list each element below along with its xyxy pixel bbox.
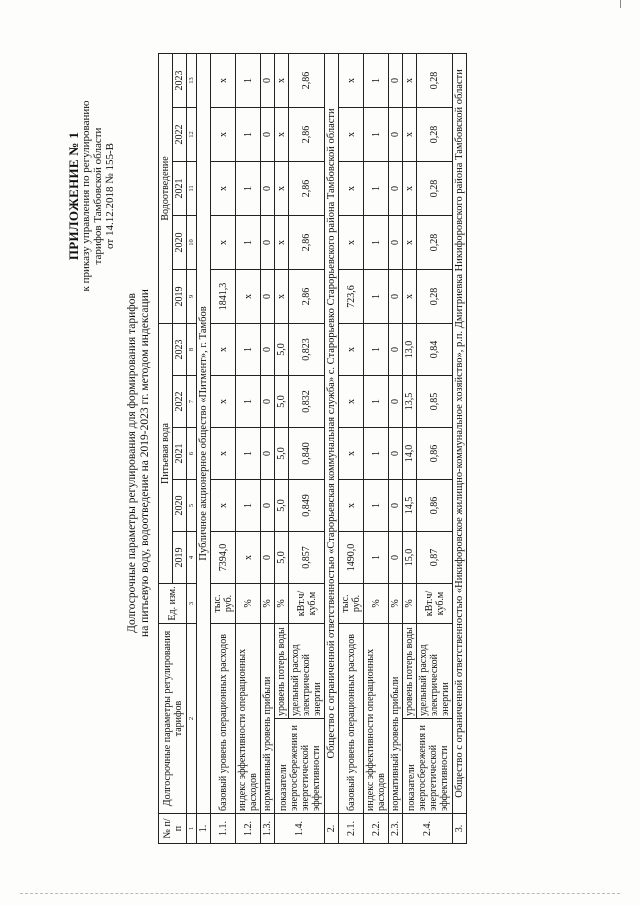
water-value: 0,832	[289, 376, 325, 428]
column-number: 1	[187, 814, 197, 844]
appendix-line-1: к приказу управления по регулированию	[80, 100, 92, 292]
header-parameter: Долгосрочные параметры регулирования тарифов	[159, 624, 187, 814]
sewer-value: x	[403, 107, 417, 161]
water-value: 1	[364, 480, 389, 532]
section-row	[197, 53, 211, 843]
parameter-row	[364, 53, 389, 843]
water-value: 5,0	[275, 376, 289, 428]
sewer-value: x	[275, 269, 289, 323]
unit: тыс. руб.	[211, 584, 236, 624]
row-number: 1.2.	[236, 814, 261, 844]
row-number: 2.4.	[403, 814, 453, 844]
sewer-value: x	[275, 215, 289, 269]
organization-name: Общество с ограниченной ответственностью «Никифоровское жилищно-коммунальное хозяйство», р.п. Дмитриевка Никифоровского района Тамбовской области	[453, 53, 467, 813]
header-sewer-year: 2019	[173, 269, 187, 323]
header-water-year: 2020	[173, 480, 187, 532]
water-value: x	[211, 480, 236, 532]
row-number: 2.2.	[364, 814, 389, 844]
scan-edge-mark	[620, 0, 621, 8]
sewer-value: 2,86	[289, 53, 325, 107]
organization-name: Общество с ограниченной ответственностью «Старорьевская коммунальная служба» с. Старорьевко Старорьевского района Тамбовской области	[325, 53, 339, 813]
document-title-line-2: на питьевую воду, водоотведение на 2019-2023 гг. методом индексации	[139, 289, 151, 637]
column-number: 7	[187, 376, 197, 428]
sewer-value: x	[403, 215, 417, 269]
water-value: 1	[236, 376, 261, 428]
water-value: 0,840	[289, 428, 325, 480]
water-value: 1490,0	[339, 532, 364, 584]
energy-row	[275, 53, 289, 843]
organization-name: Публичное акционерное общество «Питмент», г. Тамбов	[197, 53, 211, 813]
water-value: 0	[389, 323, 403, 375]
column-number: 5	[187, 480, 197, 532]
water-value: 5,0	[275, 428, 289, 480]
water-value: 0	[389, 376, 403, 428]
parameter-name: базовый уровень операционных расходов	[211, 624, 236, 814]
sewer-value: 2,86	[289, 269, 325, 323]
parameter-row	[389, 53, 403, 843]
sewer-value: x	[339, 53, 364, 107]
water-value: 1	[364, 428, 389, 480]
appendix-line-2: тарифов Тамбовской области	[92, 127, 104, 265]
sewer-value: x	[211, 215, 236, 269]
water-value: 1	[364, 376, 389, 428]
sewer-value: 1	[364, 161, 389, 215]
water-value: 1	[364, 532, 389, 584]
table-body	[197, 53, 467, 843]
water-value: 0,85	[417, 376, 453, 428]
column-number: 13	[187, 53, 197, 107]
parameter-name: базовый уровень операционных расходов	[339, 624, 364, 814]
row-number: 1.1.	[211, 814, 236, 844]
sewer-value: 1	[364, 107, 389, 161]
water-value: 0	[389, 428, 403, 480]
parameter-row	[211, 53, 236, 843]
appendix-block	[68, 56, 116, 336]
sewer-value: 723,6	[339, 269, 364, 323]
water-value: x	[339, 428, 364, 480]
parameter-row	[236, 53, 261, 843]
sewer-value: 1	[236, 107, 261, 161]
header-water-year: 2021	[173, 428, 187, 480]
sewer-value: 0	[261, 107, 275, 161]
water-value: 1	[236, 480, 261, 532]
section-row	[453, 53, 467, 843]
water-value: 0	[261, 532, 275, 584]
column-number: 11	[187, 161, 197, 215]
sewer-value: 1	[364, 215, 389, 269]
water-value: 1	[236, 428, 261, 480]
unit: %	[236, 584, 261, 624]
sewer-value: 0,28	[417, 269, 453, 323]
water-value: 15,0	[403, 532, 417, 584]
water-value: x	[339, 323, 364, 375]
column-number: 3	[187, 584, 197, 624]
sewer-value: x	[236, 269, 261, 323]
column-number: 4	[187, 532, 197, 584]
parameter-name: нормативный уровень прибыли	[261, 624, 275, 814]
sewer-value: 0	[389, 215, 403, 269]
sewer-value: 0	[261, 161, 275, 215]
sewer-value: x	[339, 161, 364, 215]
header-water-year: 2022	[173, 376, 187, 428]
parameter-name: индекс эффективности операционных расходов	[236, 624, 261, 814]
energy-group-label: показатели энергосбережения и энергетической эффективности	[275, 719, 325, 814]
unit: %	[389, 584, 403, 624]
sewer-value: x	[403, 269, 417, 323]
water-value: 0,87	[417, 532, 453, 584]
row-number: 1.4.	[275, 814, 325, 844]
section-number: 1.	[197, 814, 211, 844]
water-value: x	[211, 323, 236, 375]
column-number: 8	[187, 323, 197, 375]
row-number: 2.1.	[339, 814, 364, 844]
parameter-name: уровень потерь воды	[403, 624, 417, 719]
sewer-value: 1	[364, 269, 389, 323]
sewer-value: x	[211, 161, 236, 215]
parameter-row	[339, 53, 364, 843]
column-number: 10	[187, 215, 197, 269]
water-value: 0	[261, 323, 275, 375]
water-value: x	[236, 532, 261, 584]
column-number: 9	[187, 269, 197, 323]
energy-group-label: показатели энергосбережения и энергетической эффективности	[403, 719, 453, 814]
water-value: 5,0	[275, 480, 289, 532]
sewer-value: 0,28	[417, 107, 453, 161]
water-value: x	[211, 376, 236, 428]
rotated-sheet	[62, 48, 622, 848]
sewer-value: 0,28	[417, 215, 453, 269]
header-water-year: 2019	[173, 532, 187, 584]
sewer-value: 2,86	[289, 107, 325, 161]
sewer-value: x	[275, 107, 289, 161]
column-number-row	[187, 53, 197, 843]
energy-row	[403, 53, 417, 843]
parameters-table	[158, 53, 467, 844]
sewer-value: x	[211, 107, 236, 161]
parameter-name: индекс эффективности операционных расходов	[364, 624, 389, 814]
sewer-value: x	[339, 215, 364, 269]
header-sewer-year: 2021	[173, 161, 187, 215]
parameter-name: удельный расход электрической энергии	[289, 624, 325, 719]
water-value: 0	[261, 376, 275, 428]
header-sewer-year: 2022	[173, 107, 187, 161]
sewer-value: 0	[389, 107, 403, 161]
header-unit: Ед. изм.	[159, 584, 187, 624]
sewer-value: x	[275, 53, 289, 107]
water-value: x	[339, 376, 364, 428]
section-number: 2.	[325, 814, 339, 844]
sewer-value: 0,28	[417, 161, 453, 215]
column-number: 6	[187, 428, 197, 480]
water-value: 14,5	[403, 480, 417, 532]
scan-bottom-edge	[20, 893, 620, 894]
sewer-value: x	[275, 161, 289, 215]
water-value: 13,5	[403, 376, 417, 428]
water-value: 0,84	[417, 323, 453, 375]
unit: тыс. руб.	[339, 584, 364, 624]
header-sewer-year: 2020	[173, 215, 187, 269]
water-value: 0	[261, 428, 275, 480]
sewer-value: 2,86	[289, 161, 325, 215]
appendix-line-3: от 14.12.2018 № 155-В	[104, 143, 116, 249]
water-value: 0	[389, 480, 403, 532]
sewer-value: 0	[389, 161, 403, 215]
sewer-value: 1	[364, 53, 389, 107]
water-value: 0,86	[417, 428, 453, 480]
water-value: 14,0	[403, 428, 417, 480]
sewer-value: 1	[236, 53, 261, 107]
header-no: № п/п	[159, 814, 187, 844]
document-title-line-1: Долгосрочные параметры регулирования для формирования тарифов	[126, 293, 138, 633]
header-sewerage: Водоотведение	[159, 53, 173, 323]
parameter-name: нормативный уровень прибыли	[389, 624, 403, 814]
unit: %	[403, 584, 417, 624]
document-title	[126, 198, 152, 728]
water-value: 0,849	[289, 480, 325, 532]
water-value: 0	[261, 480, 275, 532]
unit: %	[261, 584, 275, 624]
water-value: 1	[364, 323, 389, 375]
unit: %	[364, 584, 389, 624]
sewer-value: 0	[389, 269, 403, 323]
water-value: 1	[236, 323, 261, 375]
section-row	[325, 53, 339, 843]
sewer-value: 0,28	[417, 53, 453, 107]
sewer-value: x	[403, 161, 417, 215]
parameter-name: уровень потерь воды	[275, 624, 289, 719]
column-number: 2	[187, 624, 197, 814]
parameter-row	[261, 53, 275, 843]
row-number: 1.3.	[261, 814, 275, 844]
row-number: 2.3.	[389, 814, 403, 844]
sewer-value: 2,86	[289, 215, 325, 269]
water-value: 0,857	[289, 532, 325, 584]
water-value: x	[211, 428, 236, 480]
sewer-value: x	[339, 107, 364, 161]
column-number: 12	[187, 107, 197, 161]
parameter-name: удельный расход электрической энергии	[417, 624, 453, 719]
unit: %	[275, 584, 289, 624]
sewer-value: 1841,3	[211, 269, 236, 323]
water-value: 0,86	[417, 480, 453, 532]
header-drinking-water: Питьевая вода	[159, 323, 173, 583]
sewer-value: 0	[261, 269, 275, 323]
unit: кВт.ч/ куб.м	[417, 584, 453, 624]
unit: кВт.ч/ куб.м	[289, 584, 325, 624]
water-value: 7394,0	[211, 532, 236, 584]
water-value: 0	[389, 532, 403, 584]
water-value: 5,0	[275, 323, 289, 375]
header-water-year: 2023	[173, 323, 187, 375]
sewer-value: 1	[236, 161, 261, 215]
sewer-value: 1	[236, 215, 261, 269]
water-value: 13,0	[403, 323, 417, 375]
water-value: x	[339, 480, 364, 532]
header-sewer-year: 2023	[173, 53, 187, 107]
water-value: 0,823	[289, 323, 325, 375]
sewer-value: 0	[389, 53, 403, 107]
section-number: 3.	[453, 814, 467, 844]
appendix-title: ПРИЛОЖЕНИЕ № 1	[66, 131, 81, 261]
sewer-value: x	[211, 53, 236, 107]
water-value: 5,0	[275, 532, 289, 584]
sewer-value: x	[403, 53, 417, 107]
sewer-value: 0	[261, 53, 275, 107]
sewer-value: 0	[261, 215, 275, 269]
